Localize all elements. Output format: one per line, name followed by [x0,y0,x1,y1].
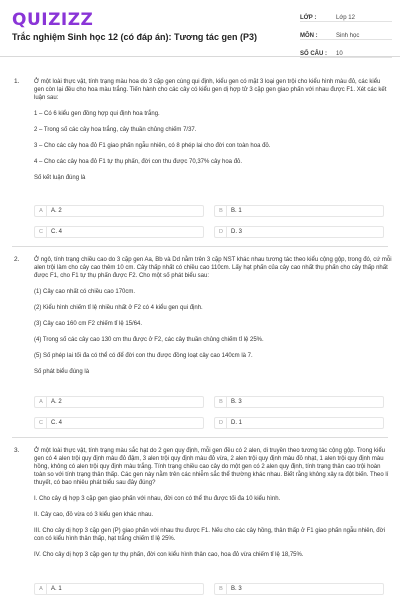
option-letter-badge: A [36,584,47,594]
option-text: A. 2 [51,208,62,214]
question-divider [12,437,388,438]
option-letter-badge: B [216,206,227,216]
option-text: C. 4 [51,229,63,235]
question-prompt: Số kết luận đúng là [34,175,86,181]
option-letter-badge: D [216,418,227,428]
question-body [34,447,392,559]
option-text: D. 1 [231,420,243,426]
option-text: D. 3 [231,229,243,235]
question-prompt: Số phát biểu đúng là [34,369,90,375]
option-text: B. 3 [231,399,242,405]
option-text: C. 4 [51,420,63,426]
answer-option-b[interactable] [214,583,384,595]
meta-count-value: 10 [336,51,343,57]
question-text: Ở ngô, tính trạng chiều cao do 3 cặp gen Aa, Bb và Dd nằm trên 3 cặp NST khác nhau tương tác theo kiểu cộng gộp, trong đó, cứ mỗi alen trội làm cho cây cao thêm 10 cm. Cây thấp nhất có chiều cao 110cm. Lấy hạt phấn của cây cao nhất thụ phấn cho cây thấp nhất được F1, cho F1 tự thụ phấn được F2. Cho một số phát biểu sau: [34,257,392,279]
statement: (2) Kiểu hình chiếm tỉ lệ nhiều nhất ở F2 có 4 kiểu gen qui định. [34,305,203,311]
answer-option-b[interactable] [214,205,384,217]
question-number: 2. [14,256,20,263]
statement: (3) Cây cao 160 cm F2 chiếm tỉ lệ 15/64. [34,321,143,327]
worksheet-meta [300,8,392,62]
question-number: 1. [14,78,20,85]
statement: (5) Số phép lai tối đa có thể có để đời con thu được đồng loạt cây cao 140cm là 7. [34,353,253,359]
quizizz-logo[interactable]: QUIZIZZ [12,10,94,30]
option-letter-badge: A [36,397,47,407]
meta-subject-value: Sinh học [336,33,360,39]
answer-option-b[interactable] [214,396,384,408]
option-letter-badge: B [216,397,227,407]
statement: I. Cho cây dị hợp 3 cặp gen giao phấn với nhau, đời con có thể thu được tối đa 10 kiểu hình. [34,496,281,502]
option-letter-badge: D [216,227,227,237]
answer-option-a[interactable] [34,396,204,408]
statement: III. Cho cây dị hợp 3 cặp gen (P) giao phấn với nhau thu được F1. Nếu cho các cây hồng, thân thấp ở F1 giao phấn ngẫu nhiên, đời con có kiểu hình thân thấp, hạt trắng chiếm tỉ lệ 25%. [34,528,385,542]
question-body [34,256,392,376]
answer-option-c[interactable] [34,417,204,429]
meta-subject-row [300,26,392,40]
meta-class-label: LỚP : [300,15,317,21]
meta-count-row [300,44,392,58]
statement: 3 – Cho các cây hoa đỏ F1 giao phấn ngẫu nhiên, có 8 phép lai cho đời con toàn hoa đỏ. [34,143,271,149]
answer-option-a[interactable] [34,583,204,595]
answer-option-d[interactable] [214,417,384,429]
question-divider [12,246,388,247]
option-letter-badge: C [36,418,47,428]
question-text: Ở một loài thực vật, tính trạng màu sắc hạt do 2 gen quy định, mỗi gen đều có 2 alen, di truyền theo tương tác cộng gộp. Trong kiểu gen có 4 alen trội quy định màu đỏ đậm, 3 alen trội quy định màu đỏ vừa, 2 alen trội quy định màu đỏ nhạt, 1 alen trội quy định màu hồng, không có alen trội quy định màu trắng. Tính trạng chiều cao cây do một gen có 2 alen quy định, tính trạng thân cao trội hoàn toàn so với tính trạng thân thấp. Các gen này nằm trên các nhiễm sắc thể thường khác nhau. Biết rằng không xảy ra đột biến. Theo lí thuyết, có bao nhiêu phát biểu sau đây đúng? [34,448,389,486]
answer-option-c[interactable] [34,226,204,238]
option-text: B. 1 [231,208,242,214]
question-body [34,78,392,182]
meta-class-value: Lớp 12 [336,15,355,21]
worksheet-title: Trắc nghiệm Sinh học 12 (có đáp án): Tương tác gen (P3) [12,32,257,42]
statement: (1) Cây cao nhất có chiều cao 170cm. [34,289,136,295]
option-text: A. 1 [51,586,62,592]
worksheet-header [0,0,400,57]
meta-class-row [300,8,392,22]
answer-option-d[interactable] [214,226,384,238]
question-text: Ở một loài thực vật, tính trạng màu hoa do 3 cặp gen cùng qui định, kiểu gen có mặt 3 loại gen trội cho kiểu hình màu đỏ, các kiểu gen còn lại đều cho hoa màu trắng. Tiến hành cho các cây có kiểu gen dị hợp tử 3 cặp gen giao phấn với nhau được F1. Xét các kết luận sau: [34,79,387,101]
option-letter-badge: A [36,206,47,216]
question-number: 3. [14,447,20,454]
statement: II. Cây cao, đỏ vừa có 3 kiểu gen khác nhau. [34,512,154,518]
meta-count-label: SỐ CÂU : [300,51,327,57]
statement: IV. Cho cây dị hợp 3 cặp gen tự thụ phấn, đời con kiểu hình thân cao, hoa đỏ vừa chiếm tỉ lệ 18,75%. [34,552,304,558]
option-text: B. 3 [231,586,242,592]
answer-option-a[interactable] [34,205,204,217]
option-letter-badge: C [36,227,47,237]
meta-subject-label: MÔN : [300,33,318,39]
statement: 2 – Trong số các cây hoa trắng, cây thuần chủng chiếm 7/37. [34,127,197,133]
option-letter-badge: B [216,584,227,594]
option-text: A. 2 [51,399,62,405]
statement: 1 – Có 6 kiểu gen đồng hợp qui định hoa trắng. [34,111,160,117]
statement: 4 – Cho các cây hoa đỏ F1 tự thụ phấn, đời con thu được 70,37% cây hoa đỏ. [34,159,243,165]
statement: (4) Trong số các cây cao 130 cm thu được ở F2, các cây thuần chủng chiếm tỉ lệ 25%. [34,337,264,343]
